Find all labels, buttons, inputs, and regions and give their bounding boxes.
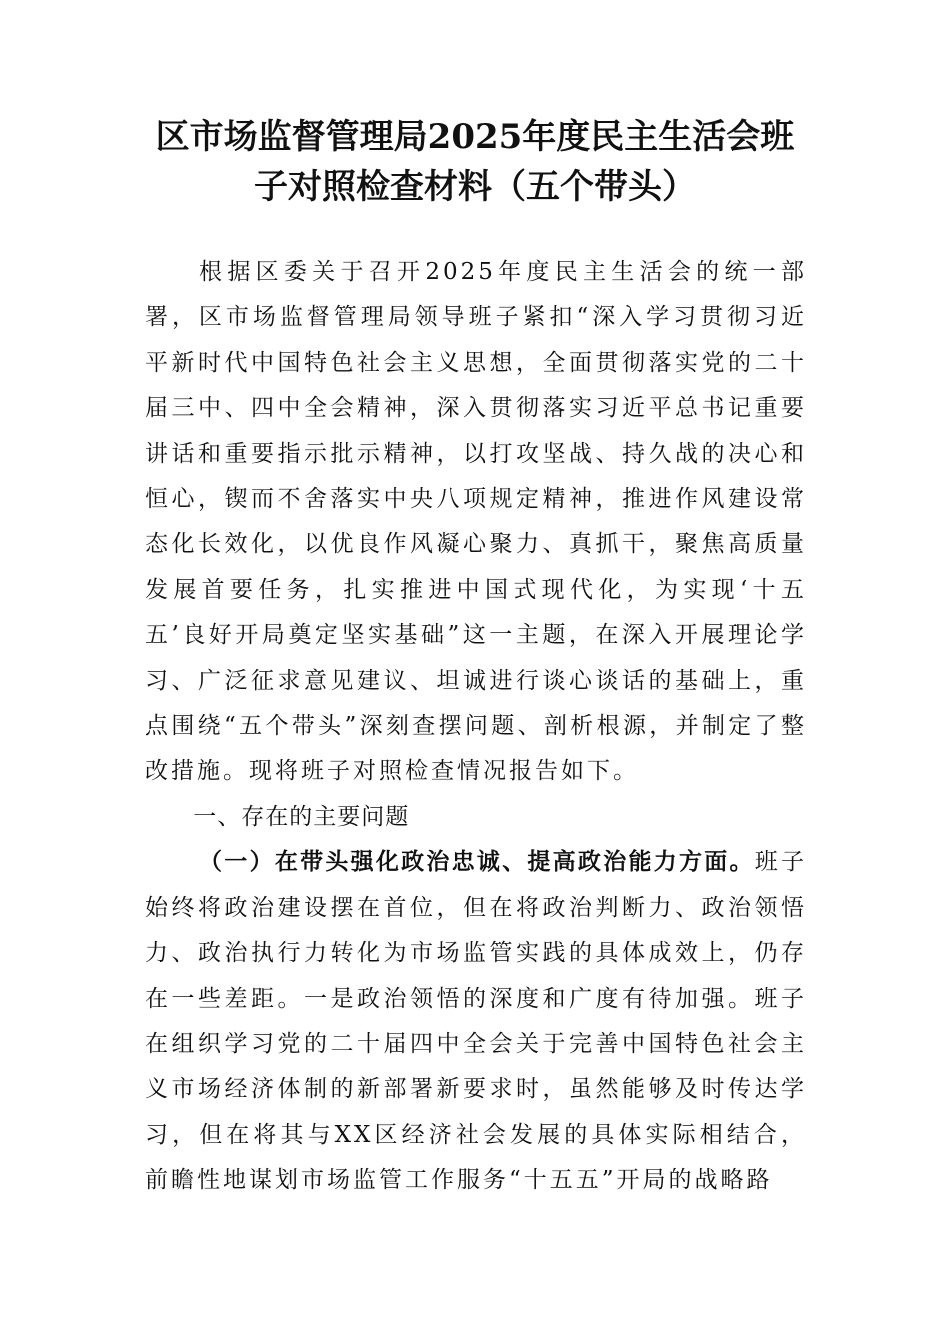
subsection-text: 班子始终将政治建设摆在首位，但在将政治判断力、政治领悟力、政治执行力转化为市场监管实践的具体成效上，仍存在一些差距。一是政治领悟的深度和广度有待加强。班子在组织学习党的二十届四中全会关于完善中国特色社会主义市场经济体制的新部署新要求时，虽然能够及时传达学习，但在将其与XX区经济社会发展的具体实际相结合，前瞻性地谋划市场监管工作服务“十五五”开局的战略路 — [145, 849, 808, 1194]
subsection-paragraph-political-loyalty — [145, 840, 807, 1203]
intro-paragraph: 根据区委关于召开2025年度民主生活会的统一部署，区市场监督管理局领导班子紧扣“深入学习贯彻习近平新时代中国特色社会主义思想，全面贯彻落实党的二十届三中、四中全会精神，深入贯彻落实习近平总书记重要讲话和重要指示批示精神，以打攻坚战、持久战的决心和恒心，锲而不舍落实中央八项规定精神，推进作风建设常态化长效化，以优良作风凝心聚力、真抓干，聚焦高质量发展首要任务，扎实推进中国式现代化，为实现‘十五五’良好开局奠定坚实基础”这一主题，在深入开展理论学习、广泛征求意见建议、坦诚进行谈心谈话的基础上，重点围绕“五个带头”深刻查摆问题、剖析根源，并制定了整改措施。现将班子对照检查情况报告如下。 — [145, 259, 807, 785]
document-body — [145, 250, 807, 1204]
section-heading-problems: 一、存在的主要问题 — [193, 803, 410, 830]
subsection-lead: （一）在带头强化政治忠诚、提高政治能力方面。 — [199, 849, 755, 876]
document-title: 区市场监督管理局2025年度民主生活会班子对照检查材料（五个带头） — [155, 117, 795, 207]
